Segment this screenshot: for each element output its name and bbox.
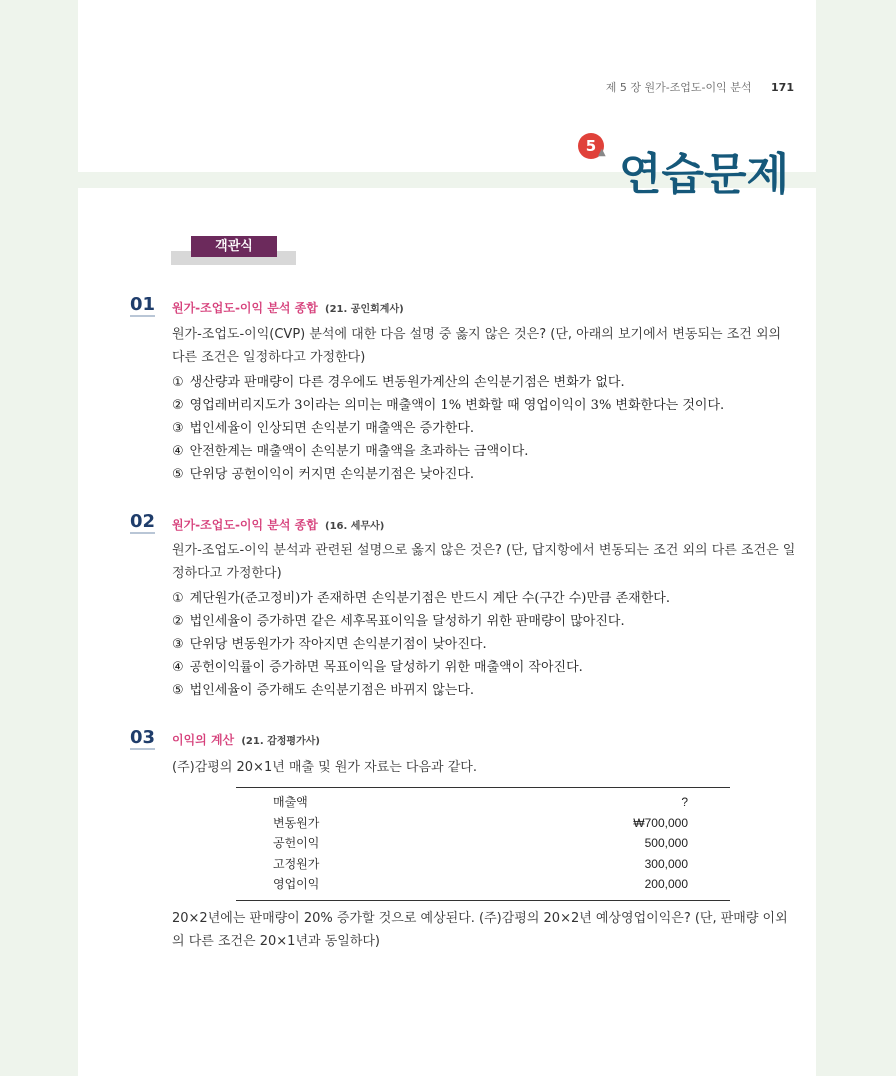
question-topic: 이익의 계산: [172, 733, 235, 747]
option: ③ 법인세율이 인상되면 손익분기 매출액은 증가한다.: [172, 421, 475, 436]
question-title: [172, 516, 384, 533]
option: ⑤ 법인세율이 증가해도 손익분기점은 바뀌지 않는다.: [172, 683, 475, 698]
question-source: (21. 감정평가사): [241, 736, 320, 747]
page-number: 171: [771, 81, 794, 94]
table-row: 매출액 ?: [273, 795, 688, 809]
question-source: (21. 공인회계사): [325, 304, 404, 315]
table-row: 영업이익 200,000: [273, 877, 688, 891]
option: ② 영업레버리지도가 3이라는 의미는 매출액이 1% 변화할 때 영업이익이 3% 변화한다는 것이다.: [172, 398, 725, 413]
question-number: 03: [130, 727, 156, 748]
financial-table: [236, 787, 730, 901]
table-row: 고정원가 300,000: [273, 856, 688, 871]
question-title: [172, 299, 404, 316]
question-type-tab: 객관식: [191, 236, 277, 257]
option-list: [172, 587, 796, 702]
question-number: 01: [130, 294, 156, 315]
question-followup: 20×2년에는 판매량이 20% 증가할 것으로 예상된다. (주)감평의 20×2년 예상영업이익은? (단, 판매량 이외의 다른 조건은 20×1년과 동일하다): [172, 911, 788, 949]
chapter-label: 제 5 장 원가-조업도-이익 분석: [605, 81, 752, 94]
option: ④ 안전한계는 매출액이 손익분기 매출액을 초과하는 금액이다.: [172, 444, 529, 459]
option: ③ 단위당 변동원가가 작아지면 손익분기점이 낮아진다.: [172, 637, 487, 652]
option: ① 계단원가(준고정비)가 존재하면 손익분기점은 반드시 계단 수(구간 수)만큼 존재한다.: [172, 591, 670, 606]
running-head: [606, 79, 794, 95]
question-source: (16. 세무사): [325, 521, 385, 532]
table-row: 변동원가 ₩700,000: [273, 815, 688, 830]
section-title: 연습문제: [619, 149, 790, 200]
question-stem: 원가-조업도-이익(CVP) 분석에 대한 다음 설명 중 옳지 않은 것은? (단, 아래의 보기에서 변동되는 조건 외의 다른 조건은 일정하다고 가정한다): [172, 327, 782, 365]
question-topic: 원가-조업도-이익 분석 종합: [172, 518, 318, 532]
question-number: 02: [130, 511, 156, 532]
option-list: [172, 371, 796, 486]
chapter-badge: 5: [578, 133, 604, 159]
question-topic: 원가-조업도-이익 분석 종합: [172, 301, 318, 315]
question-stem: 원가-조업도-이익 분석과 관련된 설명으로 옳지 않은 것은? (단, 답지항에서 변동되는 조건 외의 다른 조건은 일정하다고 가정한다): [172, 543, 796, 581]
option: ⑤ 단위당 공헌이익이 커지면 손익분기점은 낮아진다.: [172, 467, 475, 482]
question-title: [172, 731, 320, 748]
table-row: 공헌이익 500,000: [273, 836, 688, 850]
option: ② 법인세율이 증가하면 같은 세후목표이익을 달성하기 위한 판매량이 많아진다.: [172, 614, 625, 629]
option: ④ 공헌이익률이 증가하면 목표이익을 달성하기 위한 매출액이 작아진다.: [172, 660, 583, 675]
cursor-arrow-icon: ▲: [598, 147, 606, 158]
question-stem: (주)감평의 20×1년 매출 및 원가 자료는 다음과 같다.: [172, 760, 477, 775]
option: ① 생산량과 판매량이 다른 경우에도 변동원가계산의 손익분기점은 변화가 없다.: [172, 375, 625, 390]
